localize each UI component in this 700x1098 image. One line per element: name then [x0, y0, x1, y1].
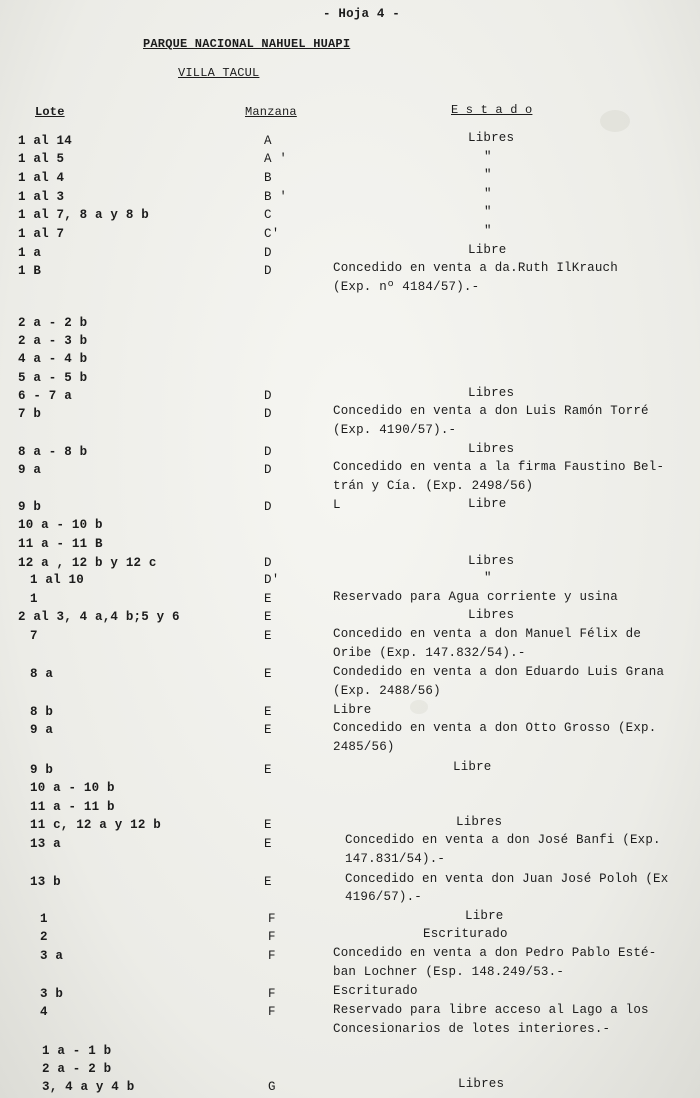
estado-cell: Libres [468, 554, 515, 568]
paper-stain [600, 110, 630, 132]
estado-cell: Libre [333, 703, 372, 717]
document-subtitle: VILLA TACUL [178, 66, 260, 80]
manzana-cell: E [264, 667, 272, 681]
estado-cell: Condedido en venta a don Eduardo Luis Grana [333, 665, 665, 679]
manzana-cell: E [264, 705, 272, 719]
estado-cell: Libres [456, 815, 503, 829]
lote-cell: 1 al 14 [18, 134, 72, 148]
estado-cell: Escriturado [423, 927, 508, 941]
lote-cell: 11 a - 11 b [30, 800, 115, 814]
estado-cell: Libres [468, 442, 515, 456]
lote-cell: 1 al 7 [18, 227, 65, 241]
estado-cell: Libres [468, 608, 515, 622]
lote-cell: 13 a [30, 837, 61, 851]
page-number: - Hoja 4 - [323, 7, 401, 21]
column-header-estado: E s t a d o [451, 103, 533, 117]
estado-cell: Concedido en venta a da.Ruth IlKrauch [333, 261, 618, 275]
estado-cell: Libres [468, 131, 515, 145]
manzana-cell: B ' [264, 190, 288, 204]
lote-cell: 2 a - 3 b [18, 334, 88, 348]
lote-cell: 10 a - 10 b [18, 518, 103, 532]
lote-cell: 1 al 3 [18, 190, 65, 204]
lote-cell: 1 al 7, 8 a y 8 b [18, 208, 149, 222]
estado-cell: Libre [453, 760, 492, 774]
estado-cell: " [484, 150, 492, 164]
manzana-cell: E [264, 875, 272, 889]
estado-cell: (Exp. 4190/57).- [333, 423, 457, 437]
estado-cell: Libres [468, 386, 515, 400]
lote-cell: 13 b [30, 875, 61, 889]
estado-cell: Libre [468, 243, 507, 257]
document-title: PARQUE NACIONAL NAHUEL HUAPI [143, 37, 351, 51]
lote-cell: 7 [30, 629, 38, 643]
lote-cell: 1 a - 1 b [42, 1044, 112, 1058]
manzana-cell: D [264, 389, 272, 403]
manzana-cell: E [264, 629, 272, 643]
estado-cell: trán y Cía. (Exp. 2498/56) [333, 479, 534, 493]
estado-cell: (Exp. nº 4184/57).- [333, 280, 480, 294]
estado-cell: L [333, 498, 341, 512]
estado-cell: Concedido en venta a don Pedro Pablo Esté- [333, 946, 657, 960]
manzana-cell: A ' [264, 152, 288, 166]
manzana-cell: B [264, 171, 272, 185]
manzana-cell: D [264, 264, 272, 278]
estado-cell: " [484, 571, 492, 585]
lote-cell: 10 a - 10 b [30, 781, 115, 795]
lote-cell: 2 [40, 930, 48, 944]
estado-cell: " [484, 224, 492, 238]
column-header-manzana: Manzana [245, 105, 297, 119]
manzana-cell: C' [264, 227, 280, 241]
lote-cell: 8 a [30, 667, 54, 681]
lote-cell: 11 c, 12 a y 12 b [30, 818, 161, 832]
estado-cell: Concedido en venta don Juan José Poloh (Ex [345, 872, 669, 886]
manzana-cell: E [264, 837, 272, 851]
lote-cell: 3 a [40, 949, 64, 963]
paper-stain [410, 700, 428, 714]
lote-cell: 6 - 7 a [18, 389, 72, 403]
manzana-cell: D [264, 556, 272, 570]
lote-cell: 4 [40, 1005, 48, 1019]
estado-cell: Concesionarios de lotes interiores.- [333, 1022, 611, 1036]
manzana-cell: E [264, 818, 272, 832]
manzana-cell: C [264, 208, 272, 222]
estado-cell: 2485/56) [333, 740, 395, 754]
lote-cell: 2 al 3, 4 a,4 b;5 y 6 [18, 610, 180, 624]
estado-cell: 4196/57).- [345, 890, 423, 904]
lote-cell: 8 a - 8 b [18, 445, 88, 459]
lote-cell: 12 a , 12 b y 12 c [18, 556, 157, 570]
column-header-lote: Lote [35, 105, 65, 119]
estado-cell: Reservado para libre acceso al Lago a los [333, 1003, 649, 1017]
estado-cell: Concedido en venta a la firma Faustino Bel- [333, 460, 665, 474]
lote-cell: 1 a [18, 246, 42, 260]
manzana-cell: D [264, 463, 272, 477]
estado-cell: Libres [458, 1077, 505, 1091]
estado-cell: Reservado para Agua corriente y usina [333, 590, 618, 604]
lote-cell: 3 b [40, 987, 64, 1001]
manzana-cell: F [268, 987, 276, 1001]
manzana-cell: E [264, 763, 272, 777]
manzana-cell: A [264, 134, 272, 148]
estado-cell: 147.831/54).- [345, 852, 446, 866]
estado-cell: Escriturado [333, 984, 418, 998]
manzana-cell: E [264, 610, 272, 624]
estado-cell: Libre [468, 497, 507, 511]
manzana-cell: D [264, 407, 272, 421]
lote-cell: 5 a - 5 b [18, 371, 88, 385]
manzana-cell: E [264, 723, 272, 737]
lote-cell: 8 b [30, 705, 54, 719]
lote-cell: 1 B [18, 264, 42, 278]
lote-cell: 1 al 4 [18, 171, 65, 185]
lote-cell: 2 a - 2 b [18, 316, 88, 330]
estado-cell: " [484, 205, 492, 219]
estado-cell: Libre [465, 909, 504, 923]
estado-cell: " [484, 168, 492, 182]
lote-cell: 7 b [18, 407, 42, 421]
manzana-cell: D [264, 445, 272, 459]
estado-cell: Concedido en venta a don Luis Ramón Torré [333, 404, 649, 418]
manzana-cell: D [264, 500, 272, 514]
estado-cell: Concedido en venta a don José Banfi (Exp. [345, 833, 661, 847]
estado-cell: Concedido en venta a don Manuel Félix de [333, 627, 642, 641]
lote-cell: 4 a - 4 b [18, 352, 88, 366]
manzana-cell: D' [264, 573, 280, 587]
estado-cell: Oribe (Exp. 147.832/54).- [333, 646, 526, 660]
lote-cell: 1 al 5 [18, 152, 65, 166]
manzana-cell: F [268, 1005, 276, 1019]
manzana-cell: F [268, 930, 276, 944]
lote-cell: 1 [30, 592, 38, 606]
lote-cell: 9 b [30, 763, 54, 777]
lote-cell: 3, 4 a y 4 b [42, 1080, 135, 1094]
estado-cell: " [484, 187, 492, 201]
manzana-cell: G [268, 1080, 276, 1094]
lote-cell: 9 a [18, 463, 42, 477]
lote-cell: 2 a - 2 b [42, 1062, 112, 1076]
lote-cell: 9 b [18, 500, 42, 514]
lote-cell: 1 [40, 912, 48, 926]
estado-cell: Concedido en venta a don Otto Grosso (Exp. [333, 721, 657, 735]
manzana-cell: D [264, 246, 272, 260]
manzana-cell: F [268, 949, 276, 963]
lote-cell: 1 al 10 [30, 573, 84, 587]
lote-cell: 9 a [30, 723, 54, 737]
manzana-cell: E [264, 592, 272, 606]
manzana-cell: F [268, 912, 276, 926]
estado-cell: ban Lochner (Esp. 148.249/53.- [333, 965, 565, 979]
lote-cell: 11 a - 11 B [18, 537, 103, 551]
estado-cell: (Exp. 2488/56) [333, 684, 441, 698]
